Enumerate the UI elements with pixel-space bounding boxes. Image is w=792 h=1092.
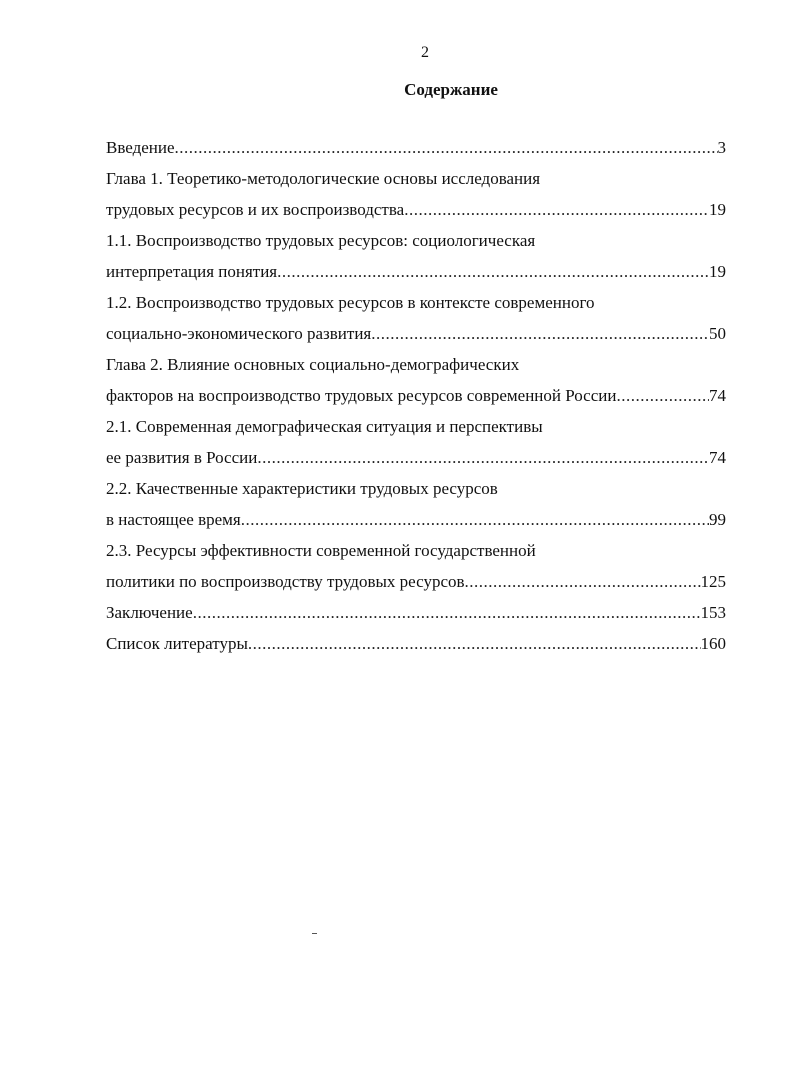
toc-entry-section-1-1-title[interactable] [106, 229, 726, 260]
toc-entry-label: 1.2. Воспроизводство трудовых ресурсов в контексте современного [106, 293, 595, 312]
toc-entry-page: 74 [709, 448, 726, 467]
dot-leader [248, 632, 701, 656]
toc-entry-section-2-2-title[interactable] [106, 477, 726, 508]
toc-entry-page: 160 [700, 634, 726, 653]
toc-entry-chapter-2-title[interactable] [106, 353, 726, 384]
dot-leader [241, 508, 709, 532]
toc-entry-section-1-2-title[interactable] [106, 291, 726, 322]
dot-leader [175, 136, 718, 160]
dot-leader [616, 384, 709, 408]
toc-entry-page: 19 [709, 262, 726, 281]
toc-entry-label: факторов на воспроизводство трудовых ресурсов современной России [106, 386, 617, 405]
toc-entry-references[interactable] [106, 632, 726, 663]
toc-entry-label: Глава 1. Теоретико-методологические основы исследования [106, 169, 541, 188]
toc-entry-label: 1.1. Воспроизводство трудовых ресурсов: социологическая [106, 231, 536, 250]
toc-entry-page: 50 [709, 324, 726, 343]
page-number: 2 [421, 44, 429, 61]
toc-entry-section-1-2[interactable] [106, 322, 726, 353]
toc-entry-introduction[interactable] [106, 136, 726, 167]
toc-entry-label: Введение [106, 138, 175, 157]
toc-entry-section-2-3[interactable] [106, 570, 726, 601]
toc-entry-label: интерпретация понятия [106, 262, 278, 281]
toc-entry-page: 3 [717, 138, 726, 157]
toc-entry-label: в настоящее время [106, 510, 241, 529]
toc-entry-label: Глава 2. Влияние основных социально-демографических [106, 355, 520, 374]
dot-leader [465, 570, 701, 594]
toc-entry-label: 2.3. Ресурсы эффективности современной государственной [106, 541, 536, 560]
toc-entry-section-2-1-title[interactable] [106, 415, 726, 446]
dot-leader [277, 260, 709, 284]
toc-entry-chapter-1-title[interactable] [106, 167, 726, 198]
toc-entry-label: ее развития в России [106, 448, 258, 467]
toc-entry-label: 2.2. Качественные характеристики трудовых ресурсов [106, 479, 498, 498]
dot-leader [371, 322, 709, 346]
toc-entry-page: 19 [709, 200, 726, 219]
table-of-contents [106, 136, 726, 663]
toc-entry-section-1-1[interactable] [106, 260, 726, 291]
toc-entry-page: 74 [709, 386, 726, 405]
toc-entry-label: социально-экономического развития [106, 324, 372, 343]
toc-entry-section-2-2[interactable] [106, 508, 726, 539]
toc-entry-page: 153 [700, 603, 726, 622]
dot-leader [404, 198, 709, 222]
toc-entry-chapter-1[interactable] [106, 198, 726, 229]
toc-entry-label: трудовых ресурсов и их воспроизводства [106, 200, 405, 219]
toc-entry-label: Список литературы [106, 634, 248, 653]
toc-entry-conclusion[interactable] [106, 601, 726, 632]
toc-entry-label: 2.1. Современная демографическая ситуация и перспективы [106, 417, 543, 436]
toc-title: Содержание [404, 80, 498, 99]
toc-entry-label: Заключение [106, 603, 193, 622]
dot-leader [257, 446, 709, 470]
scan-speck [312, 933, 317, 934]
toc-entry-page: 99 [709, 510, 726, 529]
toc-entry-chapter-2[interactable] [106, 384, 726, 415]
toc-entry-section-2-1[interactable] [106, 446, 726, 477]
toc-entry-section-2-3-title[interactable] [106, 539, 726, 570]
toc-entry-page: 125 [700, 572, 726, 591]
toc-entry-label: политики по воспроизводству трудовых ресурсов [106, 572, 465, 591]
dot-leader [193, 601, 701, 625]
